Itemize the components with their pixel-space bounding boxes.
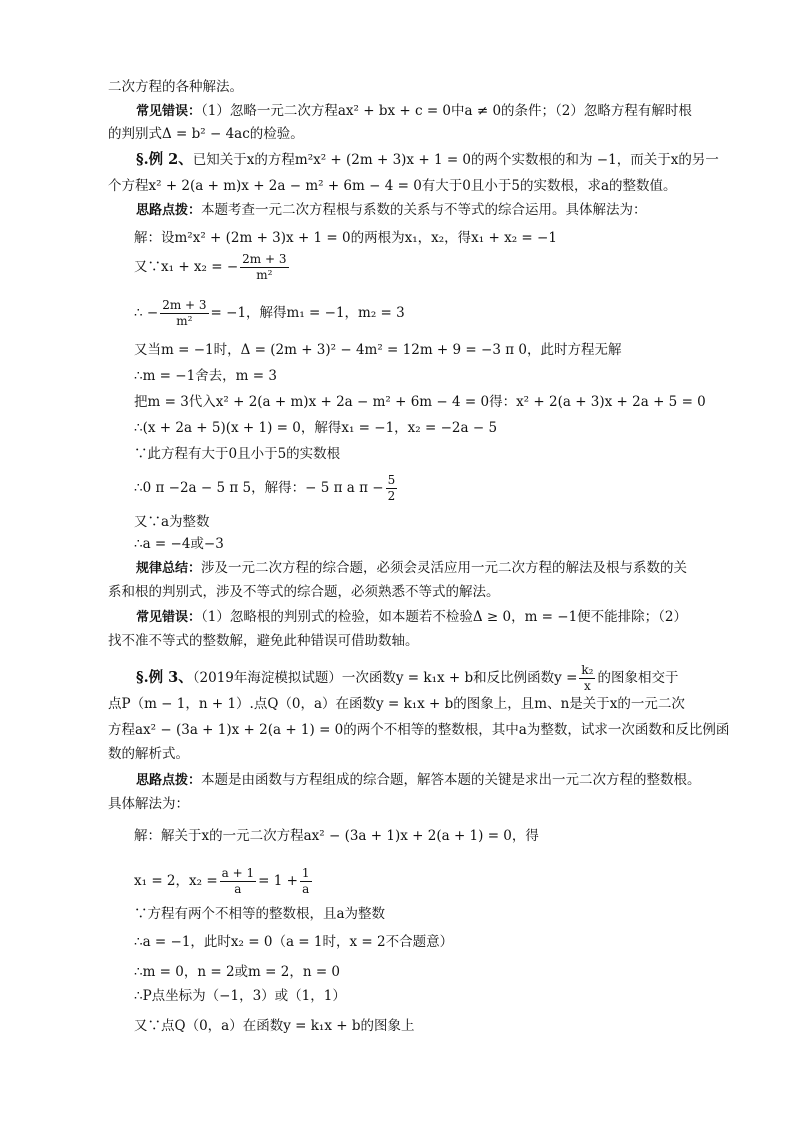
label-common-errors: 常见错误： xyxy=(136,610,202,625)
text-line: §.例 2、已知关于x的方程m²x² + (2m + 3)x + 1 = 0的两个实数根的和为 −1，而关于x的另一 xyxy=(136,151,719,168)
text-line: 二次方程的各种解法。 xyxy=(108,79,243,95)
label-thinking: 思路点拨： xyxy=(136,203,202,218)
text-line: ∴0 π −2a − 5 π 5，解得：− 5 π a π − $\frac{5}{2}$ xyxy=(134,473,396,503)
text-line: 思路点拨：本题考查一元二次方程根与系数的关系与不等式的综合运用。具体解法为： xyxy=(136,202,647,218)
text-line: 又∵点Q（0，a）在函数y = k₁x + b的图象上 xyxy=(134,1018,415,1034)
text-line: ∴a = −1，此时x₂ = 0（a = 1时，x = 2不合题意） xyxy=(134,934,454,950)
fraction: $\frac{\text{k₂}}{x}$ xyxy=(581,663,594,693)
text-line: 系和根的判别式，涉及不等式的综合题，必须熟悉不等式的解法。 xyxy=(108,584,500,600)
fraction: $\frac{5}{2}$ xyxy=(387,473,396,503)
fraction: $\frac{2m + 3}{\text{m²}}$ xyxy=(242,252,287,282)
text-line: ∴ − $\frac{2m + 3}{\text{m²}}$ = −1，解得m₁ = −1，m₂ = 3 xyxy=(134,298,405,328)
text-line: 解：设m²x² + (2m + 3)x + 1 = 0的两根为x₁，x₂，得x₁ + x₂ = −1 xyxy=(134,230,557,246)
text-line: 常见错误：（1）忽略一元二次方程ax² + bx + c = 0中a ≠ 0的条件；（2）忽略方程有解时根 xyxy=(136,103,692,119)
text-line: ∴m = 0，n = 2或m = 2，n = 0 xyxy=(134,964,341,980)
text-line: 又∵a为整数 xyxy=(134,514,210,530)
text-line: 方程ax² − (3a + 1)x + 2(a + 1) = 0的两个不相等的整数根，其中a为整数，试求一次函数和反比例函 xyxy=(108,722,730,738)
label-common-errors: 常见错误： xyxy=(136,104,202,119)
text-line: 常见错误：（1）忽略根的判别式的检验，如本题若不检验Δ ≥ 0，m = −1便不能排除；（2） xyxy=(136,609,688,625)
text-line: ∵此方程有大于0且小于5的实数根 xyxy=(134,446,341,462)
text-line: ∴(x + 2a + 5)(x + 1) = 0，解得x₁ = −1，x₂ = −2a − 5 xyxy=(134,420,498,436)
example-2-heading: §.例 2、 xyxy=(136,151,193,168)
example-3-heading: §.例 3、 xyxy=(136,669,193,686)
text-line: 思路点拨：本题是由函数与方程组成的综合题，解答本题的关键是求出一元二次方程的整数根。 xyxy=(136,772,701,788)
fraction: $\frac{a + 1}{a}$ xyxy=(221,866,255,896)
text-line: ∴P点坐标为（−1，3）或（1，1） xyxy=(134,988,346,1004)
text-line: 点P（m − 1，n + 1）.点Q（0，a）在函数y = k₁x + b的图象上，且m、n是关于x的一元二次 xyxy=(108,696,685,712)
fraction: $\frac{2m + 3}{\text{m²}}$ xyxy=(162,298,207,328)
text-line: 数的解析式。 xyxy=(108,746,189,762)
text-line: 的判别式Δ = b² − 4ac的检验。 xyxy=(108,126,304,142)
text-line: 又∵x₁ + x₂ = − $\frac{2m + 3}{\text{m²}}$ xyxy=(134,252,287,282)
text-line: 解：解关于x的一元二次方程ax² − (3a + 1)x + 2(a + 1) = 0，得 xyxy=(134,828,539,844)
text-line: ∴m = −1舍去，m = 3 xyxy=(134,368,277,384)
text-line: §.例 3、（2019年海淀模拟试题）一次函数y = k₁x + b和反比例函数y = $\frac{\text{k₂}}{x}$ 的图象相交于 xyxy=(136,663,679,693)
text-line: 个方程x² + 2(a + m)x + 2a − m² + 6m − 4 = 0有大于0且小于5的实数根，求a的整数值。 xyxy=(108,178,677,194)
text-line: 把m = 3代入x² + 2(a + m)x + 2a − m² + 6m − 4 = 0得：x² + 2(a + 3)x + 2a + 5 = 0 xyxy=(134,394,706,410)
text-line: 找不准不等式的整数解，避免此种错误可借助数轴。 xyxy=(108,633,419,649)
text-line: ∴a = −4或−3 xyxy=(134,536,224,552)
fraction: $\frac{1}{a}$ xyxy=(301,866,310,896)
text-line: 又当m = −1时，Δ = (2m + 3)² − 4m² = 12m + 9 = −3 π 0，此时方程无解 xyxy=(134,342,622,358)
text-line: 具体解法为： xyxy=(108,796,189,812)
label-summary: 规律总结： xyxy=(136,561,202,576)
label-thinking: 思路点拨： xyxy=(136,773,202,788)
text-line: ∵方程有两个不相等的整数根，且a为整数 xyxy=(134,906,386,922)
text-line: 规律总结：涉及一元二次方程的综合题，必须会灵活应用一元二次方程的解法及根与系数的关 xyxy=(136,560,688,576)
text-line: x₁ = 2，x₂ = $\frac{a + 1}{a}$ = 1 + $\frac{1}{a}$ xyxy=(134,866,310,896)
